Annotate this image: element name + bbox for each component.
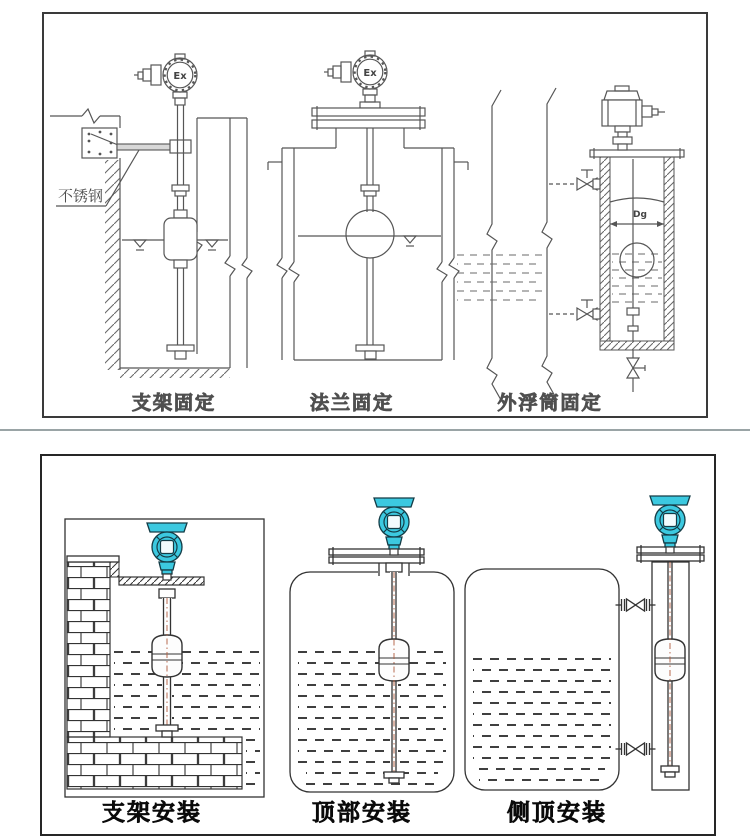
connection-valve-bottom (616, 743, 656, 755)
tank-walls (268, 128, 468, 360)
chamber-transmitter-icon (602, 86, 665, 150)
panel-separator (0, 429, 750, 431)
bracket-installation-diagram (65, 519, 264, 826)
float (164, 210, 197, 359)
transmitter-head-icon (650, 496, 690, 553)
isolation-valve-bottom (549, 300, 600, 320)
side-top-installation-diagram (465, 496, 704, 826)
caption-bracket-installation: 支架安装 (102, 800, 202, 826)
transmitter-head-icon (374, 498, 414, 555)
dg-dimension (610, 210, 664, 227)
fixing-methods-panel (42, 12, 708, 418)
explosion-proof-transmitter-icon (134, 54, 197, 105)
caption-top-installation: 顶部安装 (312, 800, 412, 826)
caption-flange-fixing: 法兰固定 (309, 392, 395, 414)
liquid (473, 659, 611, 780)
spherical-float (620, 243, 654, 277)
storage-tank (290, 572, 454, 792)
drain-valve (627, 350, 645, 392)
liquid-level-line (298, 236, 441, 246)
caption-side-top-installation: 侧顶安装 (507, 800, 607, 826)
caption-external-chamber-fixing: 外浮筒固定 (497, 392, 603, 414)
flange-fixing-diagram (268, 51, 468, 414)
installation-methods-drawing (42, 456, 714, 834)
float-chamber (590, 148, 684, 350)
support-bracket (119, 577, 204, 585)
stem-end-stop (156, 725, 178, 737)
dg-label: Dg (633, 210, 647, 220)
top-installation-diagram (290, 498, 454, 826)
connection-valve-top (616, 599, 656, 611)
stainless-steel-label: 不锈钢 (58, 187, 104, 205)
mounting-flange (312, 106, 425, 130)
liquid (298, 652, 446, 784)
installation-methods-panel (40, 454, 716, 836)
sensor-stem (172, 105, 189, 218)
ex-label: Ex (363, 68, 377, 79)
isolation-valve-top (549, 170, 600, 190)
sensor-stem (361, 128, 379, 212)
spherical-float (346, 210, 394, 359)
ex-label: Ex (173, 71, 187, 82)
caption-bracket-fixing: 支架固定 (131, 392, 217, 414)
external-chamber-fixing-diagram (457, 86, 684, 414)
storage-tank (465, 569, 619, 790)
explosion-proof-transmitter-icon (324, 51, 387, 108)
process-vessel-walls (457, 88, 556, 400)
mounting-flange (329, 547, 424, 565)
stem-end-stop (384, 772, 404, 783)
bracket-fixing-diagram (50, 54, 252, 414)
fixing-methods-drawing (44, 14, 706, 416)
transmitter-head-icon (147, 523, 187, 580)
